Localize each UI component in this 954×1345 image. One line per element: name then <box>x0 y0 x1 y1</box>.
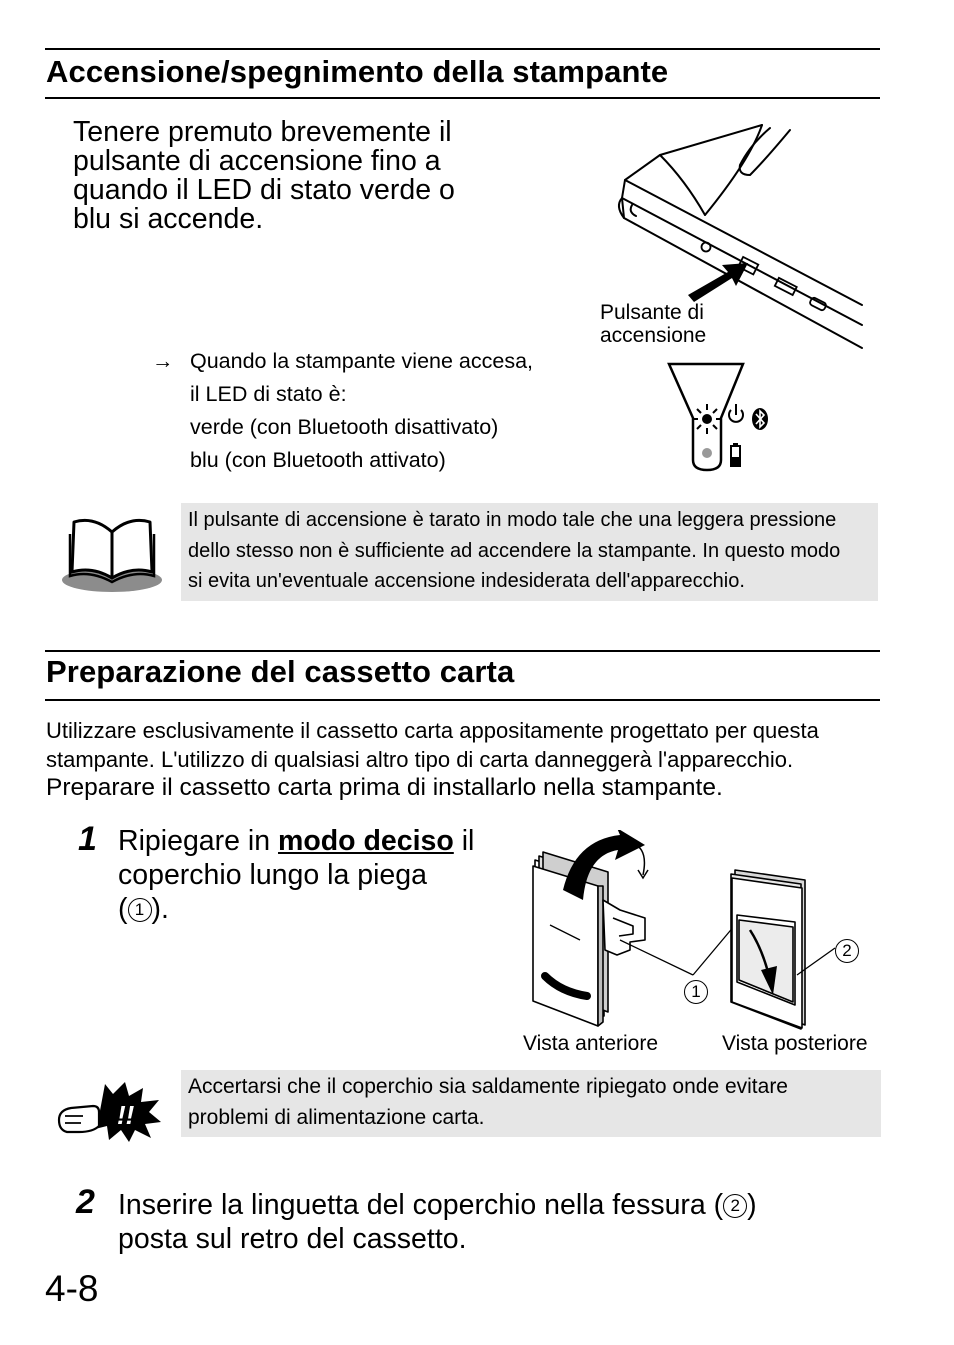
circled-marker: 1 <box>684 980 708 1004</box>
cassette-intro <box>46 717 819 803</box>
open-book-icon <box>60 512 165 594</box>
note-line: Il pulsante di accensione è tarato in modo tale che una leggera pressione <box>188 509 837 531</box>
body-line: Preparare il cassetto carta prima di installarlo nella stampante. <box>46 774 723 801</box>
section-title-paper-cassette: Preparazione del cassetto carta <box>46 654 515 689</box>
led-status-panel-icon <box>665 360 775 475</box>
result-line: blu (con Bluetooth attivato) <box>190 448 446 472</box>
note-line: si evita un'eventuale accensione indesiderata dell'apparecchio. <box>188 570 745 592</box>
section-top-rule <box>45 48 880 50</box>
step-text-part: ). <box>151 893 169 925</box>
instruction-line: quando il LED di stato verde o <box>73 174 455 206</box>
note-line: dello stesso non è sufficiente ad accendere la stampante. In questo modo <box>188 539 841 562</box>
result-arrow-icon: → <box>152 349 174 373</box>
warning-line: Accertarsi che il coperchio sia saldamente ripiegato onde evitare <box>188 1075 788 1098</box>
step-text-part: il <box>453 825 475 857</box>
result-line: il LED di stato è: <box>190 382 347 406</box>
step-text-part: ) <box>747 1189 757 1221</box>
figure-marker-2 <box>835 939 859 964</box>
step-text-line: posta sul retro del cassetto. <box>118 1223 467 1255</box>
instruction-line: blu si accende. <box>73 203 264 235</box>
section-bottom-rule <box>45 97 880 99</box>
circled-marker: 2 <box>723 1194 747 1218</box>
warning-box-cover <box>181 1070 881 1137</box>
bluetooth-icon <box>752 408 768 430</box>
caption-front-view: Vista anteriore <box>523 1032 659 1055</box>
label-line: Pulsante di <box>600 301 704 324</box>
pointing-hand-exclamation-icon <box>55 1080 165 1142</box>
step-text-part: Ripiegare in <box>118 825 279 857</box>
svg-text:!!: !! <box>117 1100 135 1130</box>
step1-text <box>118 824 474 926</box>
caption-back-view: Vista posteriore <box>722 1032 868 1055</box>
section-title-power: Accensione/spegnimento della stampante <box>46 54 669 89</box>
result-line: verde (con Bluetooth disattivato) <box>190 415 499 439</box>
led-light-icon <box>692 404 722 434</box>
step2-text <box>118 1188 757 1256</box>
step-text-part: ( <box>118 893 128 925</box>
section-bottom-rule <box>45 699 880 701</box>
section-top-rule <box>45 650 880 652</box>
battery-icon <box>731 443 740 466</box>
label-line: accensione <box>600 324 707 347</box>
step-text-part: Inserire la linguetta del coperchio nella fessura ( <box>118 1189 724 1221</box>
step-text-line: coperchio lungo la piega <box>118 859 427 891</box>
note-box-power-button <box>181 503 878 601</box>
led-result-description <box>152 345 533 477</box>
step-number: 2 <box>76 1183 95 1221</box>
power-instructions <box>73 118 573 234</box>
step-emphasis: modo deciso <box>278 825 454 857</box>
body-line: Utilizzare esclusivamente il cassetto carta appositamente progettato per questa <box>46 718 819 743</box>
body-line: stampante. L'utilizzo di qualsiasi altro tipo di carta danneggerà l'apparecchio. <box>46 746 794 772</box>
result-line: Quando la stampante viene accesa, <box>190 349 534 373</box>
instruction-line: Tenere premuto brevemente il <box>73 116 452 148</box>
circled-marker: 1 <box>128 898 152 922</box>
step-number: 1 <box>78 820 97 858</box>
power-icon <box>729 404 743 422</box>
warning-line: problemi di alimentazione carta. <box>188 1105 485 1129</box>
instruction-line: pulsante di accensione fino a <box>73 145 441 177</box>
page-number: 4-8 <box>45 1268 99 1309</box>
power-button-label <box>600 301 706 347</box>
figure-marker-1 <box>684 980 708 1005</box>
circled-marker: 2 <box>835 939 859 963</box>
